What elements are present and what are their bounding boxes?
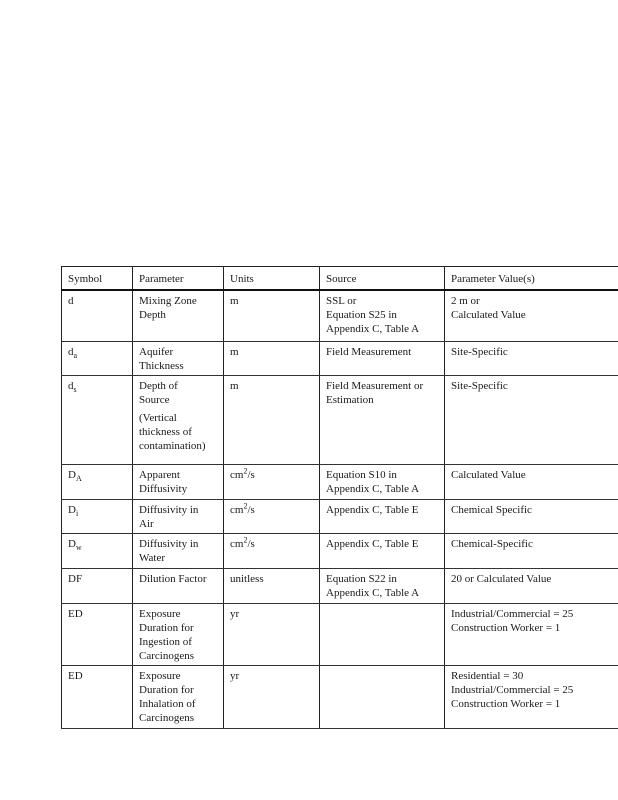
parameter-note-line: thickness of — [139, 425, 192, 438]
symbol-cell — [62, 464, 133, 499]
units-cell — [224, 341, 320, 375]
source-line: Field Measurement or — [326, 379, 424, 392]
parameter-line: Diffusivity in — [139, 503, 199, 516]
value-cell — [445, 341, 618, 375]
parameter-table — [61, 266, 618, 729]
parameter-line: Aquifer — [139, 345, 174, 358]
parameter-line: Inhalation of — [139, 697, 196, 710]
value-cell — [445, 665, 618, 728]
header-units: Units — [224, 267, 320, 291]
symbol-text: D — [68, 468, 76, 481]
source-line: Equation S10 in — [326, 468, 397, 481]
units-text: unitless — [230, 572, 264, 585]
value-line: 20 or Calculated Value — [451, 572, 552, 585]
symbol-text: d — [68, 345, 74, 358]
parameter-line: Duration for — [139, 683, 194, 696]
units-cell — [224, 603, 320, 665]
table-row — [62, 533, 618, 568]
table-row — [62, 499, 618, 533]
units-cell — [224, 533, 320, 568]
value-line: Industrial/Commercial = 25 — [451, 607, 574, 620]
units-text: yr — [230, 669, 240, 682]
symbol-subscript: A — [75, 473, 82, 483]
parameter-cell — [133, 533, 224, 568]
source-cell — [320, 464, 445, 499]
symbol-text: D — [68, 503, 76, 516]
value-cell — [445, 375, 618, 464]
source-line: Estimation — [326, 393, 374, 406]
symbol-subscript: s — [73, 384, 77, 394]
source-line: SSL or — [326, 295, 357, 307]
units-cell — [224, 464, 320, 499]
source-line: Equation S25 in — [326, 309, 397, 321]
value-cell — [445, 464, 618, 499]
units-cell — [224, 375, 320, 464]
symbol-subscript: i — [75, 508, 79, 518]
source-line: Appendix C, Table A — [326, 586, 420, 599]
source-line: Equation S22 in — [326, 572, 397, 585]
table-row — [62, 665, 618, 728]
parameter-line: Diffusivity in — [139, 537, 199, 550]
value-cell — [445, 568, 618, 603]
units-text: cm — [230, 537, 244, 550]
symbol-cell — [62, 665, 133, 728]
value-line: Construction Worker = 1 — [451, 621, 561, 634]
units-suffix: /s — [247, 537, 255, 550]
parameter-cell — [133, 341, 224, 375]
symbol-cell — [62, 568, 133, 603]
units-text: cm — [230, 503, 244, 516]
source-line: Field Measurement — [326, 345, 412, 358]
header-parameter-values: Parameter Value(s) — [445, 267, 618, 291]
parameter-line: Apparent — [139, 468, 180, 481]
value-cell — [445, 603, 618, 665]
header-source: Source — [320, 267, 445, 291]
source-line: Appendix C, Table A — [326, 482, 420, 495]
parameter-note-line: (Vertical — [139, 411, 177, 424]
source-cell — [320, 341, 445, 375]
parameter-line: Source — [139, 393, 170, 406]
source-line: Appendix C, Table E — [326, 537, 419, 550]
table-row — [62, 375, 618, 464]
header-parameter: Parameter — [133, 267, 224, 291]
value-line: Industrial/Commercial = 25 — [451, 683, 574, 696]
symbol-cell — [62, 341, 133, 375]
value-cell — [445, 499, 618, 533]
units-cell — [224, 665, 320, 728]
value-line: Site-Specific — [451, 379, 508, 392]
value-line: Chemical Specific — [451, 503, 532, 516]
value-line: Site-Specific — [451, 345, 508, 358]
symbol-subscript: a — [73, 350, 78, 360]
units-suffix: /s — [247, 468, 255, 481]
symbol-cell — [62, 533, 133, 568]
symbol-cell — [62, 290, 133, 341]
parameter-cell — [133, 665, 224, 728]
header-symbol: Symbol — [62, 267, 133, 291]
symbol-text: ED — [68, 669, 83, 682]
table-row — [62, 568, 618, 603]
parameter-line: Exposure — [139, 669, 181, 682]
parameter-line: Thickness — [139, 359, 184, 372]
source-line: Appendix C, Table A — [326, 323, 420, 335]
source-cell — [320, 568, 445, 603]
symbol-text: ED — [68, 607, 83, 620]
source-line: Appendix C, Table E — [326, 503, 419, 516]
parameter-line: Exposure — [139, 607, 181, 620]
units-cell — [224, 499, 320, 533]
value-line: Calculated Value — [451, 468, 526, 481]
table-body — [62, 290, 618, 728]
parameter-line: Depth — [139, 309, 166, 321]
units-text: m — [230, 379, 239, 392]
units-superscript: 2 — [243, 534, 248, 544]
source-cell — [320, 603, 445, 665]
value-line: Construction Worker = 1 — [451, 697, 561, 710]
source-cell — [320, 665, 445, 728]
units-suffix: /s — [247, 503, 255, 516]
parameter-line: Carcinogens — [139, 711, 194, 724]
units-superscript: 2 — [243, 500, 248, 510]
table-row — [62, 603, 618, 665]
units-cell — [224, 568, 320, 603]
source-cell — [320, 533, 445, 568]
parameter-cell — [133, 464, 224, 499]
parameter-cell — [133, 375, 224, 464]
units-text: yr — [230, 607, 240, 620]
parameter-line: Dilution Factor — [139, 572, 207, 585]
parameter-line: Carcinogens — [139, 649, 194, 662]
symbol-cell — [62, 499, 133, 533]
table-row — [62, 464, 618, 499]
parameter-line: Depth of — [139, 379, 178, 392]
symbol-text: d — [68, 295, 74, 307]
units-cell — [224, 290, 320, 341]
symbol-text: D — [68, 537, 76, 550]
parameter-cell — [133, 499, 224, 533]
units-text: m — [230, 295, 239, 307]
parameter-line: Diffusivity — [139, 482, 188, 495]
header-row — [62, 267, 618, 291]
parameter-cell — [133, 290, 224, 341]
symbol-text: DF — [68, 572, 83, 585]
parameter-cell — [133, 568, 224, 603]
source-cell — [320, 375, 445, 464]
value-cell — [445, 290, 618, 341]
units-text: cm — [230, 468, 244, 481]
value-line: Chemical-Specific — [451, 537, 533, 550]
symbol-cell — [62, 603, 133, 665]
parameter-note-line: contamination) — [139, 439, 206, 452]
table-row — [62, 341, 618, 375]
value-line: Calculated Value — [451, 309, 526, 321]
parameter-line: Duration for — [139, 621, 194, 634]
parameter-cell — [133, 603, 224, 665]
source-cell — [320, 499, 445, 533]
parameter-line: Ingestion of — [139, 635, 192, 648]
value-line: Residential = 30 — [451, 669, 524, 682]
value-cell — [445, 533, 618, 568]
source-cell — [320, 290, 445, 341]
symbol-cell — [62, 375, 133, 464]
parameter-line: Mixing Zone — [139, 295, 197, 307]
units-text: m — [230, 345, 239, 358]
symbol-subscript: w — [75, 542, 82, 552]
units-superscript: 2 — [243, 465, 248, 475]
symbol-text: d — [68, 379, 74, 392]
value-line: 2 m or — [451, 295, 480, 307]
table-row — [62, 290, 618, 341]
parameter-line: Air — [139, 517, 154, 530]
parameter-line: Water — [139, 551, 165, 564]
